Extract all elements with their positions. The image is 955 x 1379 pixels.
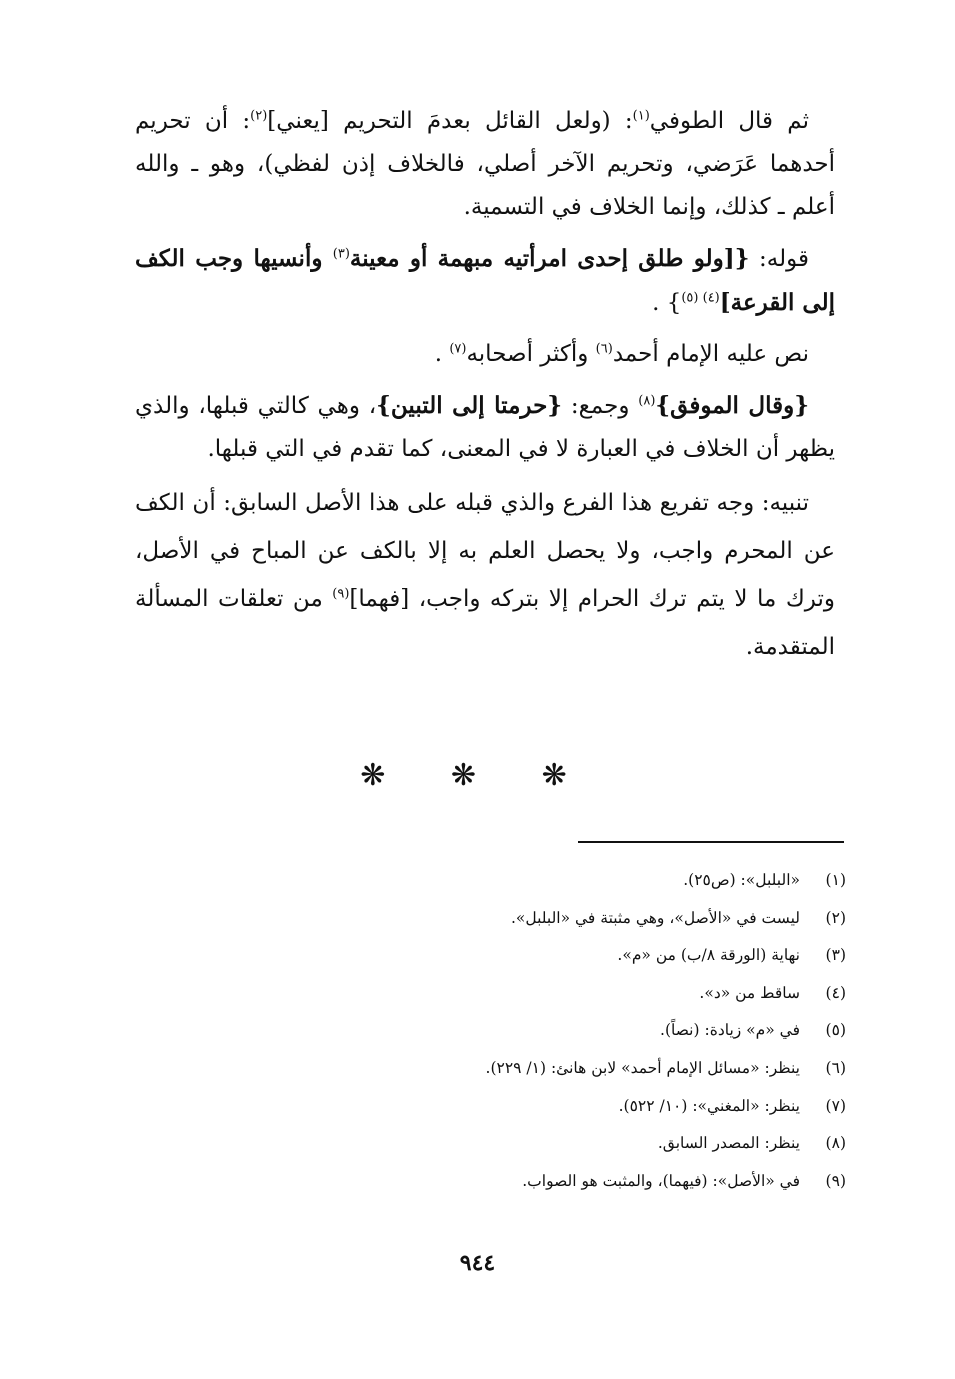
footnote-text: في «الأصل»: (فيهما)، والمثبت هو الصواب. [522,1171,800,1190]
quoted-matn: {حرمتا إلى التبين} [376,392,563,419]
paragraph-nass [135,333,835,376]
quoted-matn: وأنسيها وجب الكف إلى القرعة] [135,245,835,316]
footnote-text: ينظر: «المغني»: (١٠/ ٥٢٢). [618,1096,800,1115]
text: } . [652,290,682,316]
paragraph-qawluhu [135,237,835,325]
text: قوله: [749,246,810,272]
footnote-item [300,1125,846,1163]
footnote-ref-6: (٦) [595,341,613,357]
text: نص عليه الإمام أحمد [612,341,809,367]
footnotes [300,862,846,1200]
text: : أن تحريم أحدهما عَرَضي، وتحريم الآخر أصلي، فالخلاف إذن لفظي)، وهو ـ والله أعلم ـ كذلك، وإنما الخلاف في التسمية. [135,108,835,220]
footnote-divider [578,841,844,843]
footnote-text: في «م» زيادة: (نصاً). [660,1021,800,1040]
footnote-number: (٢) [825,908,846,927]
main-text [135,100,835,679]
footnote-ref-1: (١) [632,108,650,124]
footnote-item [300,1088,846,1126]
text: تنبيه: وجه تفريع هذا الفرع والذي قبله على هذا الأصل السابق: أن الكف عن المحرم واجب، ولا يحصل العلم به إلا بالكف عن المباح في الأصل، وترك ما لا يتم ترك الحرام إلا بتركه واجب، [فهما] [135,490,835,612]
text: ثم قال الطوفي [649,108,809,134]
quoted-matn: {[ولو طلق إحدى امرأتيه مبهمة أو معينة [349,245,750,272]
quoted-matn: {وقال الموفق} [655,392,810,419]
section-separator: ❋ ❋ ❋ [360,758,595,793]
text: من تعلقات المسألة المتقدمة. [135,586,835,660]
text: . [434,341,450,367]
footnote-text: ساقط من «د». [699,983,800,1002]
footnote-number: (١) [825,871,846,889]
footnote-item [300,937,846,975]
footnote-ref-9: (٩) [332,586,350,602]
footnote-text: ينظر: المصدر السابق. [657,1134,800,1153]
footnote-item [300,900,846,938]
paragraph-tufi [135,100,835,229]
footnote-text: ينظر: «مسائل الإمام أحمد» لابن هانئ: (١/ ٢٢٩). [485,1058,800,1077]
footnote-item [300,1050,846,1088]
footnote-number: (٣) [825,946,846,965]
footnote-number: (٦) [825,1058,846,1077]
paragraph-muwaffaq [135,384,835,471]
footnote-number: (٤) [825,983,846,1002]
footnote-ref-7: (٧) [449,341,467,357]
paragraph-tanbih [135,479,835,671]
footnote-item [300,1012,846,1050]
footnote-item [300,1163,846,1201]
footnote-text: ليست في «الأصل»، وهي مثبتة في «البلبل». [510,908,800,927]
footnote-number: (٧) [825,1096,846,1115]
footnote-ref-4-5: (٤) (٥) [681,290,720,306]
footnote-ref-3: (٣) [332,246,350,262]
footnote-ref-2: (٢) [250,108,268,124]
footnote-number: (٥) [825,1021,846,1040]
footnote-number: (٩) [825,1171,846,1190]
text: : (ولعل القائل بعدمَ التحريم [يعني] [267,108,633,134]
page-number: ٩٤٤ [459,1250,496,1276]
footnote-text: «البلبل»: (ص٢٥). [683,871,800,889]
footnote-item [300,862,846,900]
text: وجمع: [562,393,639,419]
text: وأكثر أصحابه [466,341,596,367]
footnote-ref-8: (٨) [638,393,656,409]
footnote-number: (٨) [825,1134,846,1153]
text: ، وهي كالتي قبلها، والذي يظهر أن الخلاف في العبارة لا في المعنى، كما تقدم في التي قبلها. [135,393,835,462]
footnote-text: نهاية (الورقة ٨/ب) من «م». [617,946,800,965]
footnote-item [300,975,846,1013]
